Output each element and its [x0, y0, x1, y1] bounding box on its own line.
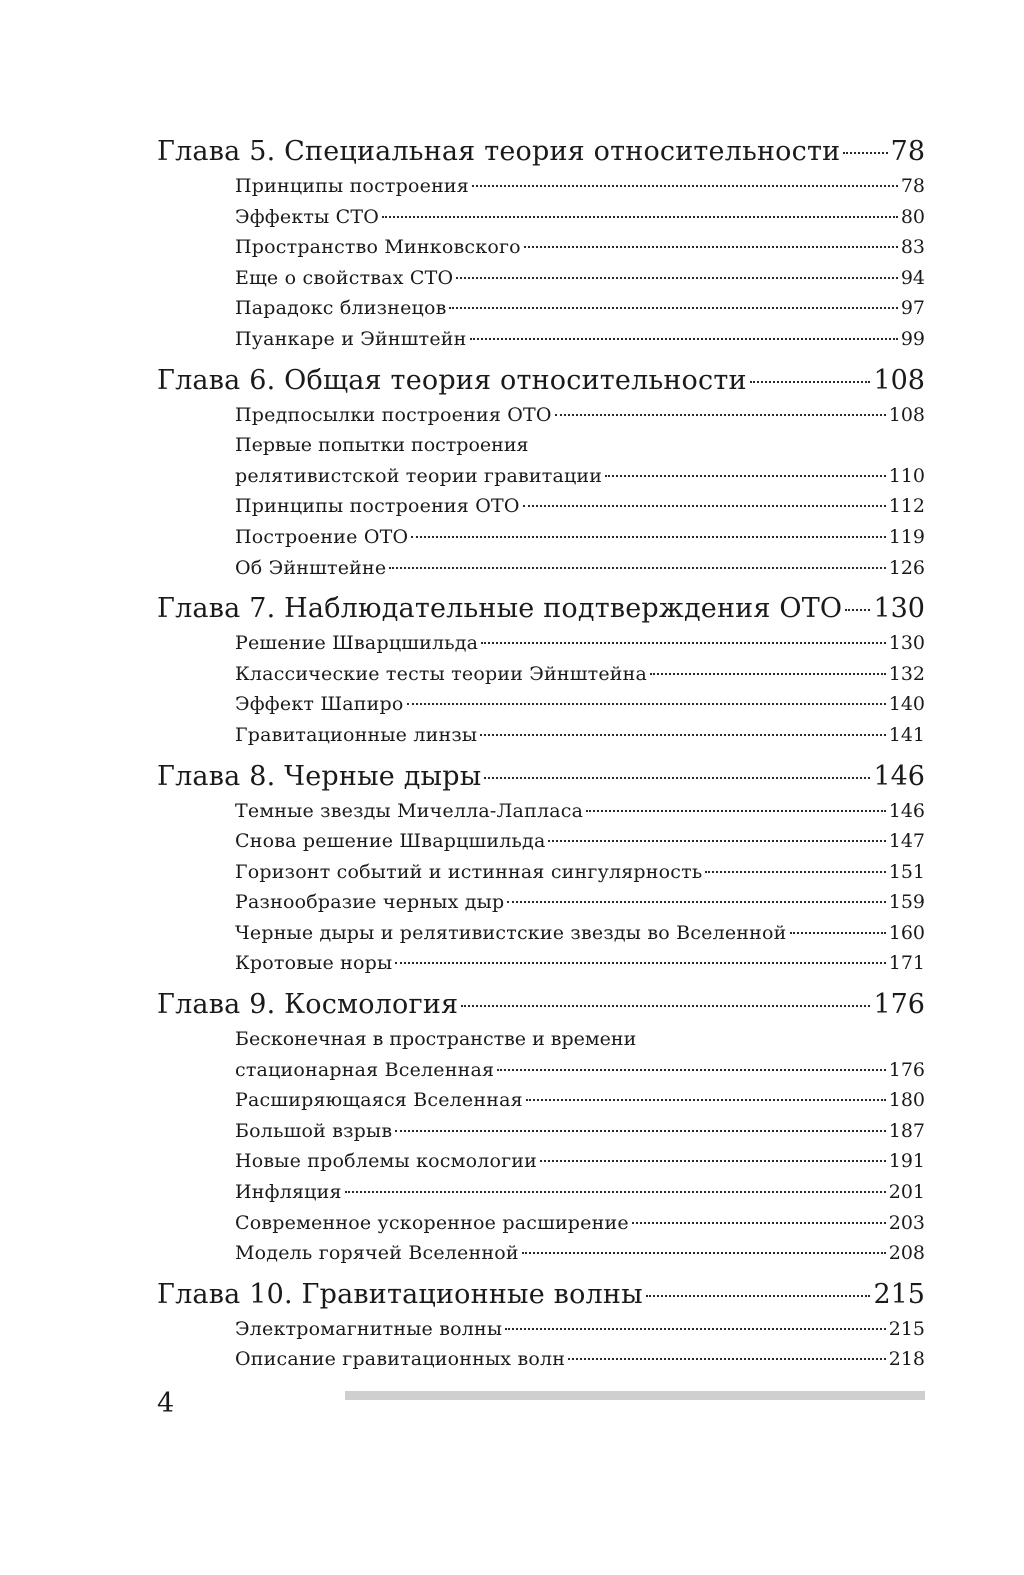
toc-entry	[235, 659, 925, 690]
dot-leader	[605, 475, 886, 477]
toc-entry	[235, 1177, 925, 1208]
toc-entry	[235, 232, 925, 263]
chapter-title: Глава 10. Гравитационные волны	[157, 1278, 643, 1310]
toc-entry	[235, 1344, 925, 1375]
entry-page: 132	[888, 662, 925, 685]
chapter-section	[157, 1275, 925, 1375]
entry-page: 108	[888, 403, 925, 426]
dot-leader	[382, 216, 898, 218]
toc-entry	[235, 171, 925, 202]
dot-leader	[449, 307, 897, 309]
entry-page: 146	[888, 799, 925, 822]
chapter-heading	[157, 1275, 925, 1314]
chapter-page: 78	[890, 136, 925, 167]
entry-title: Черные дыры и релятивистские звезды во Вселенной	[235, 921, 787, 944]
entry-page: 99	[900, 327, 925, 350]
chapter-page: 215	[873, 1278, 925, 1310]
chapter-page: 176	[873, 989, 925, 1021]
entry-page: 94	[900, 266, 925, 289]
dot-leader	[646, 1295, 871, 1297]
entry-page: 97	[900, 297, 925, 320]
chapter-heading	[157, 589, 925, 628]
entry-page: 201	[888, 1181, 925, 1204]
entry-title: Новые проблемы космологии	[235, 1150, 538, 1173]
chapter-section	[157, 361, 925, 584]
dot-leader	[505, 1328, 886, 1330]
chapter-title: Глава 6. Общая теория относительности	[157, 364, 747, 396]
toc-entry	[235, 1238, 925, 1269]
dot-leader	[540, 1160, 886, 1162]
table-of-contents	[157, 132, 925, 1375]
entry-page: 208	[888, 1242, 925, 1265]
dot-leader	[411, 536, 885, 538]
chapter-heading	[157, 985, 925, 1024]
entry-title: Снова решение Шварцшильда	[235, 830, 546, 853]
dot-leader	[507, 901, 885, 903]
chapter-heading	[157, 132, 925, 171]
dot-leader	[586, 810, 886, 812]
entry-page: 180	[888, 1089, 925, 1112]
entry-page: 110	[888, 464, 925, 487]
entry-title: Об Эйнштейне	[235, 556, 387, 579]
entry-title: Предпосылки построения ОТО	[235, 403, 552, 426]
footer-rule	[345, 1391, 925, 1400]
chapter-heading	[157, 361, 925, 400]
entry-title: Пуанкаре и Эйнштейн	[235, 327, 467, 350]
toc-entry	[235, 887, 925, 918]
entry-title: Описание гравитационных волн	[235, 1348, 566, 1371]
entry-page: 191	[888, 1150, 925, 1173]
toc-entry	[235, 857, 925, 888]
dot-leader	[790, 932, 886, 934]
dot-leader	[481, 642, 886, 644]
entry-page: 140	[888, 693, 925, 716]
toc-entry	[235, 628, 925, 659]
toc-entry	[235, 1116, 925, 1147]
entry-title-first-line: Бесконечная в пространстве и времени	[235, 1028, 637, 1051]
entry-page: 203	[888, 1211, 925, 1234]
entry-title-first-line: Первые попытки построения	[235, 434, 529, 457]
dot-leader	[470, 338, 898, 340]
entry-page: 141	[888, 723, 925, 746]
entry-title: Горизонт событий и истинная сингулярность	[235, 860, 703, 883]
entry-page: 151	[888, 860, 925, 883]
entry-page: 112	[888, 495, 925, 518]
chapter-page: 130	[873, 593, 925, 625]
chapter-title: Глава 9. Космология	[157, 989, 459, 1021]
entry-page: 176	[888, 1058, 925, 1081]
entry-title: Пространство Минковского	[235, 236, 521, 259]
entry-title: Решение Шварцшильда	[235, 632, 479, 655]
dot-leader	[843, 152, 887, 154]
chapter-title: Глава 7. Наблюдательные подтверждения ОТО	[157, 593, 843, 625]
dot-leader	[456, 277, 898, 279]
entry-title: Классические тесты теории Эйнштейна	[235, 662, 648, 685]
entry-title: Модель горячей Вселенной	[235, 1242, 519, 1265]
entry-page: 171	[888, 952, 925, 975]
entry-title: Электромагнитные волны	[235, 1317, 503, 1340]
dot-leader	[705, 871, 885, 873]
dot-leader	[345, 1191, 886, 1193]
entry-page: 215	[888, 1317, 925, 1340]
toc-entry	[235, 1055, 925, 1086]
entry-page: 159	[888, 891, 925, 914]
toc-entry	[235, 1208, 925, 1239]
dot-leader	[407, 703, 886, 705]
dot-leader	[461, 1005, 870, 1007]
entry-title: Разнообразие черных дыр	[235, 891, 505, 914]
dot-leader	[526, 1099, 886, 1101]
chapter-page: 146	[873, 760, 925, 792]
dot-leader	[750, 381, 871, 383]
toc-entry	[235, 263, 925, 294]
entry-title: Кротовые норы	[235, 952, 393, 975]
toc-entry	[235, 918, 925, 949]
dot-leader	[523, 505, 886, 507]
dot-leader	[555, 414, 886, 416]
entry-page: 218	[888, 1348, 925, 1371]
entry-title: Принципы построения	[235, 175, 469, 197]
dot-leader	[524, 246, 898, 248]
chapter-section	[157, 985, 925, 1269]
entry-page: 78	[900, 175, 925, 197]
toc-entry	[235, 826, 925, 857]
toc-entry	[235, 324, 925, 355]
entry-title: Построение ОТО	[235, 525, 409, 548]
dot-leader	[845, 609, 870, 611]
chapter-section	[157, 589, 925, 750]
chapter-heading	[157, 757, 925, 796]
entry-title: Современное ускоренное расширение	[235, 1211, 629, 1234]
toc-entry	[235, 1085, 925, 1116]
toc-entry	[235, 461, 925, 492]
toc-entry	[235, 796, 925, 827]
entry-page: 80	[900, 205, 925, 228]
dot-leader	[395, 962, 885, 964]
entry-title: Еще о свойствах СТО	[235, 266, 454, 289]
entry-title: Расширяющаяся Вселенная	[235, 1089, 523, 1112]
dot-leader	[632, 1222, 886, 1224]
dot-leader	[522, 1252, 886, 1254]
dot-leader	[568, 1358, 886, 1360]
chapter-section	[157, 757, 925, 980]
entry-title: Гравитационные линзы	[235, 723, 478, 746]
entry-title: стационарная Вселенная	[235, 1058, 495, 1081]
dot-leader	[548, 840, 885, 842]
entry-page: 83	[900, 236, 925, 259]
chapter-title: Глава 8. Черные дыры	[157, 760, 482, 792]
entry-page: 126	[888, 556, 925, 579]
dot-leader	[480, 734, 886, 736]
entry-title: релятивистской теории гравитации	[235, 464, 603, 487]
chapter-title: Глава 5. Специальная теория относительности	[157, 136, 841, 167]
toc-entry	[235, 720, 925, 751]
dot-leader	[472, 185, 898, 187]
chapter-page: 108	[873, 364, 925, 396]
entry-page: 130	[888, 632, 925, 655]
entry-title: Принципы построения ОТО	[235, 495, 520, 518]
toc-entry	[235, 293, 925, 324]
entry-page: 160	[888, 921, 925, 944]
entry-title: Инфляция	[235, 1181, 342, 1204]
toc-entry	[235, 553, 925, 584]
entry-page: 119	[888, 525, 925, 548]
toc-entry	[235, 522, 925, 553]
dot-leader	[395, 1130, 885, 1132]
toc-entry	[235, 1146, 925, 1177]
entry-title: Парадокс близнецов	[235, 297, 447, 320]
toc-entry	[235, 400, 925, 431]
toc-entry	[235, 491, 925, 522]
toc-entry	[235, 689, 925, 720]
entry-page: 187	[888, 1119, 925, 1142]
toc-entry	[235, 202, 925, 233]
toc-entry	[235, 1314, 925, 1345]
chapter-section	[157, 132, 925, 355]
page-number: 4	[157, 1388, 175, 1419]
toc-entry	[235, 948, 925, 979]
dot-leader	[484, 777, 870, 779]
entry-title: Большой взрыв	[235, 1119, 393, 1142]
dot-leader	[497, 1069, 886, 1071]
entry-page: 147	[888, 830, 925, 853]
dot-leader	[650, 673, 886, 675]
dot-leader	[389, 567, 885, 569]
entry-title: Эффект Шапиро	[235, 693, 404, 716]
entry-title: Темные звезды Мичелла-Лапласа	[235, 799, 584, 822]
entry-title: Эффекты СТО	[235, 205, 380, 228]
